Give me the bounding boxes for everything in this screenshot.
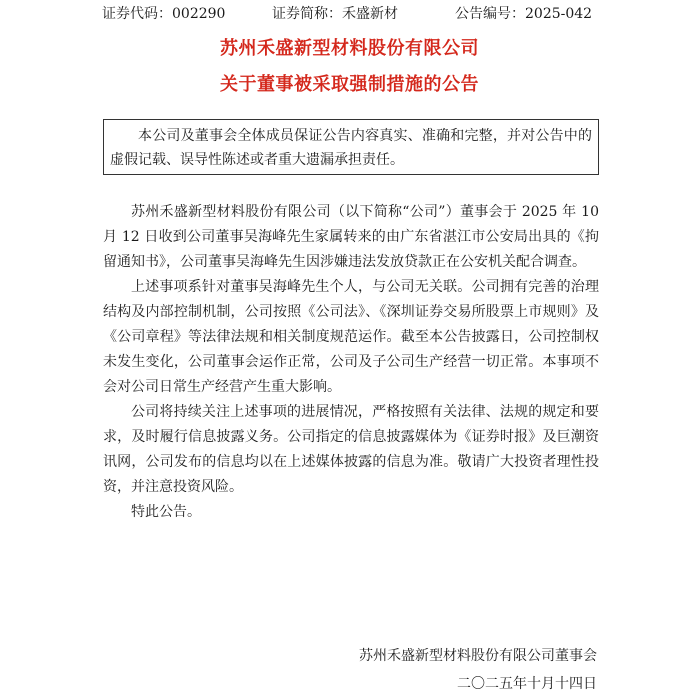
announcement-header bbox=[102, 4, 592, 24]
announcement-body bbox=[103, 200, 599, 525]
stock-short-name: 证券简称：禾盛新材 bbox=[272, 6, 398, 22]
paragraph-1: 苏州禾盛新型材料股份有限公司（以下简称“公司”）董事会于 2025 年 10 月 12 日收到公司董事吴海峰先生家属转来的由广东省湛江市公安局出具的《拘留通知书》，公司董事吴海峰先生因涉嫌违法发放贷款正在公安机关配合调查。 bbox=[103, 204, 599, 270]
signature-company: 苏州禾盛新型材料股份有限公司董事会 bbox=[359, 648, 597, 664]
disclaimer-box: 本公司及董事会全体成员保证公告内容真实、准确和完整，并对公告中的虚假记载、误导性陈述或者重大遗漏承担责任。 bbox=[103, 119, 599, 175]
announcement-title: 关于董事被采取强制措施的公告 bbox=[220, 74, 479, 95]
stock-code: 证券代码：002290 bbox=[102, 6, 226, 22]
closing-statement: 特此公告。 bbox=[131, 504, 201, 520]
paragraph-2: 上述事项系针对董事吴海峰先生个人，与公司无关联。公司拥有完善的治理结构及内部控制机制，公司按照《公司法》、《深圳证券交易所股票上市规则》及《公司章程》等法律法规和相关制度规范运作。截至本公告披露日，公司控制权未发生变化，公司董事会运作正常，公司及子公司生产经营一切正常。本事项不会对公司日常生产经营产生重大影响。 bbox=[103, 279, 599, 395]
signature-date: 二〇二五年十月十四日 bbox=[457, 676, 597, 692]
company-title: 苏州禾盛新型材料股份有限公司 bbox=[220, 38, 479, 59]
announcement-number: 公告编号：2025-042 bbox=[455, 6, 593, 22]
paragraph-3: 公司将持续关注上述事项的进展情况，严格按照有关法律、法规的规定和要求，及时履行信息披露义务。公司指定的信息披露媒体为《证券时报》及巨潮资讯网，公司发布的信息均以在上述媒体披露的信息为准。敬请广大投资者理性投资，并注意投资风险。 bbox=[103, 404, 599, 495]
